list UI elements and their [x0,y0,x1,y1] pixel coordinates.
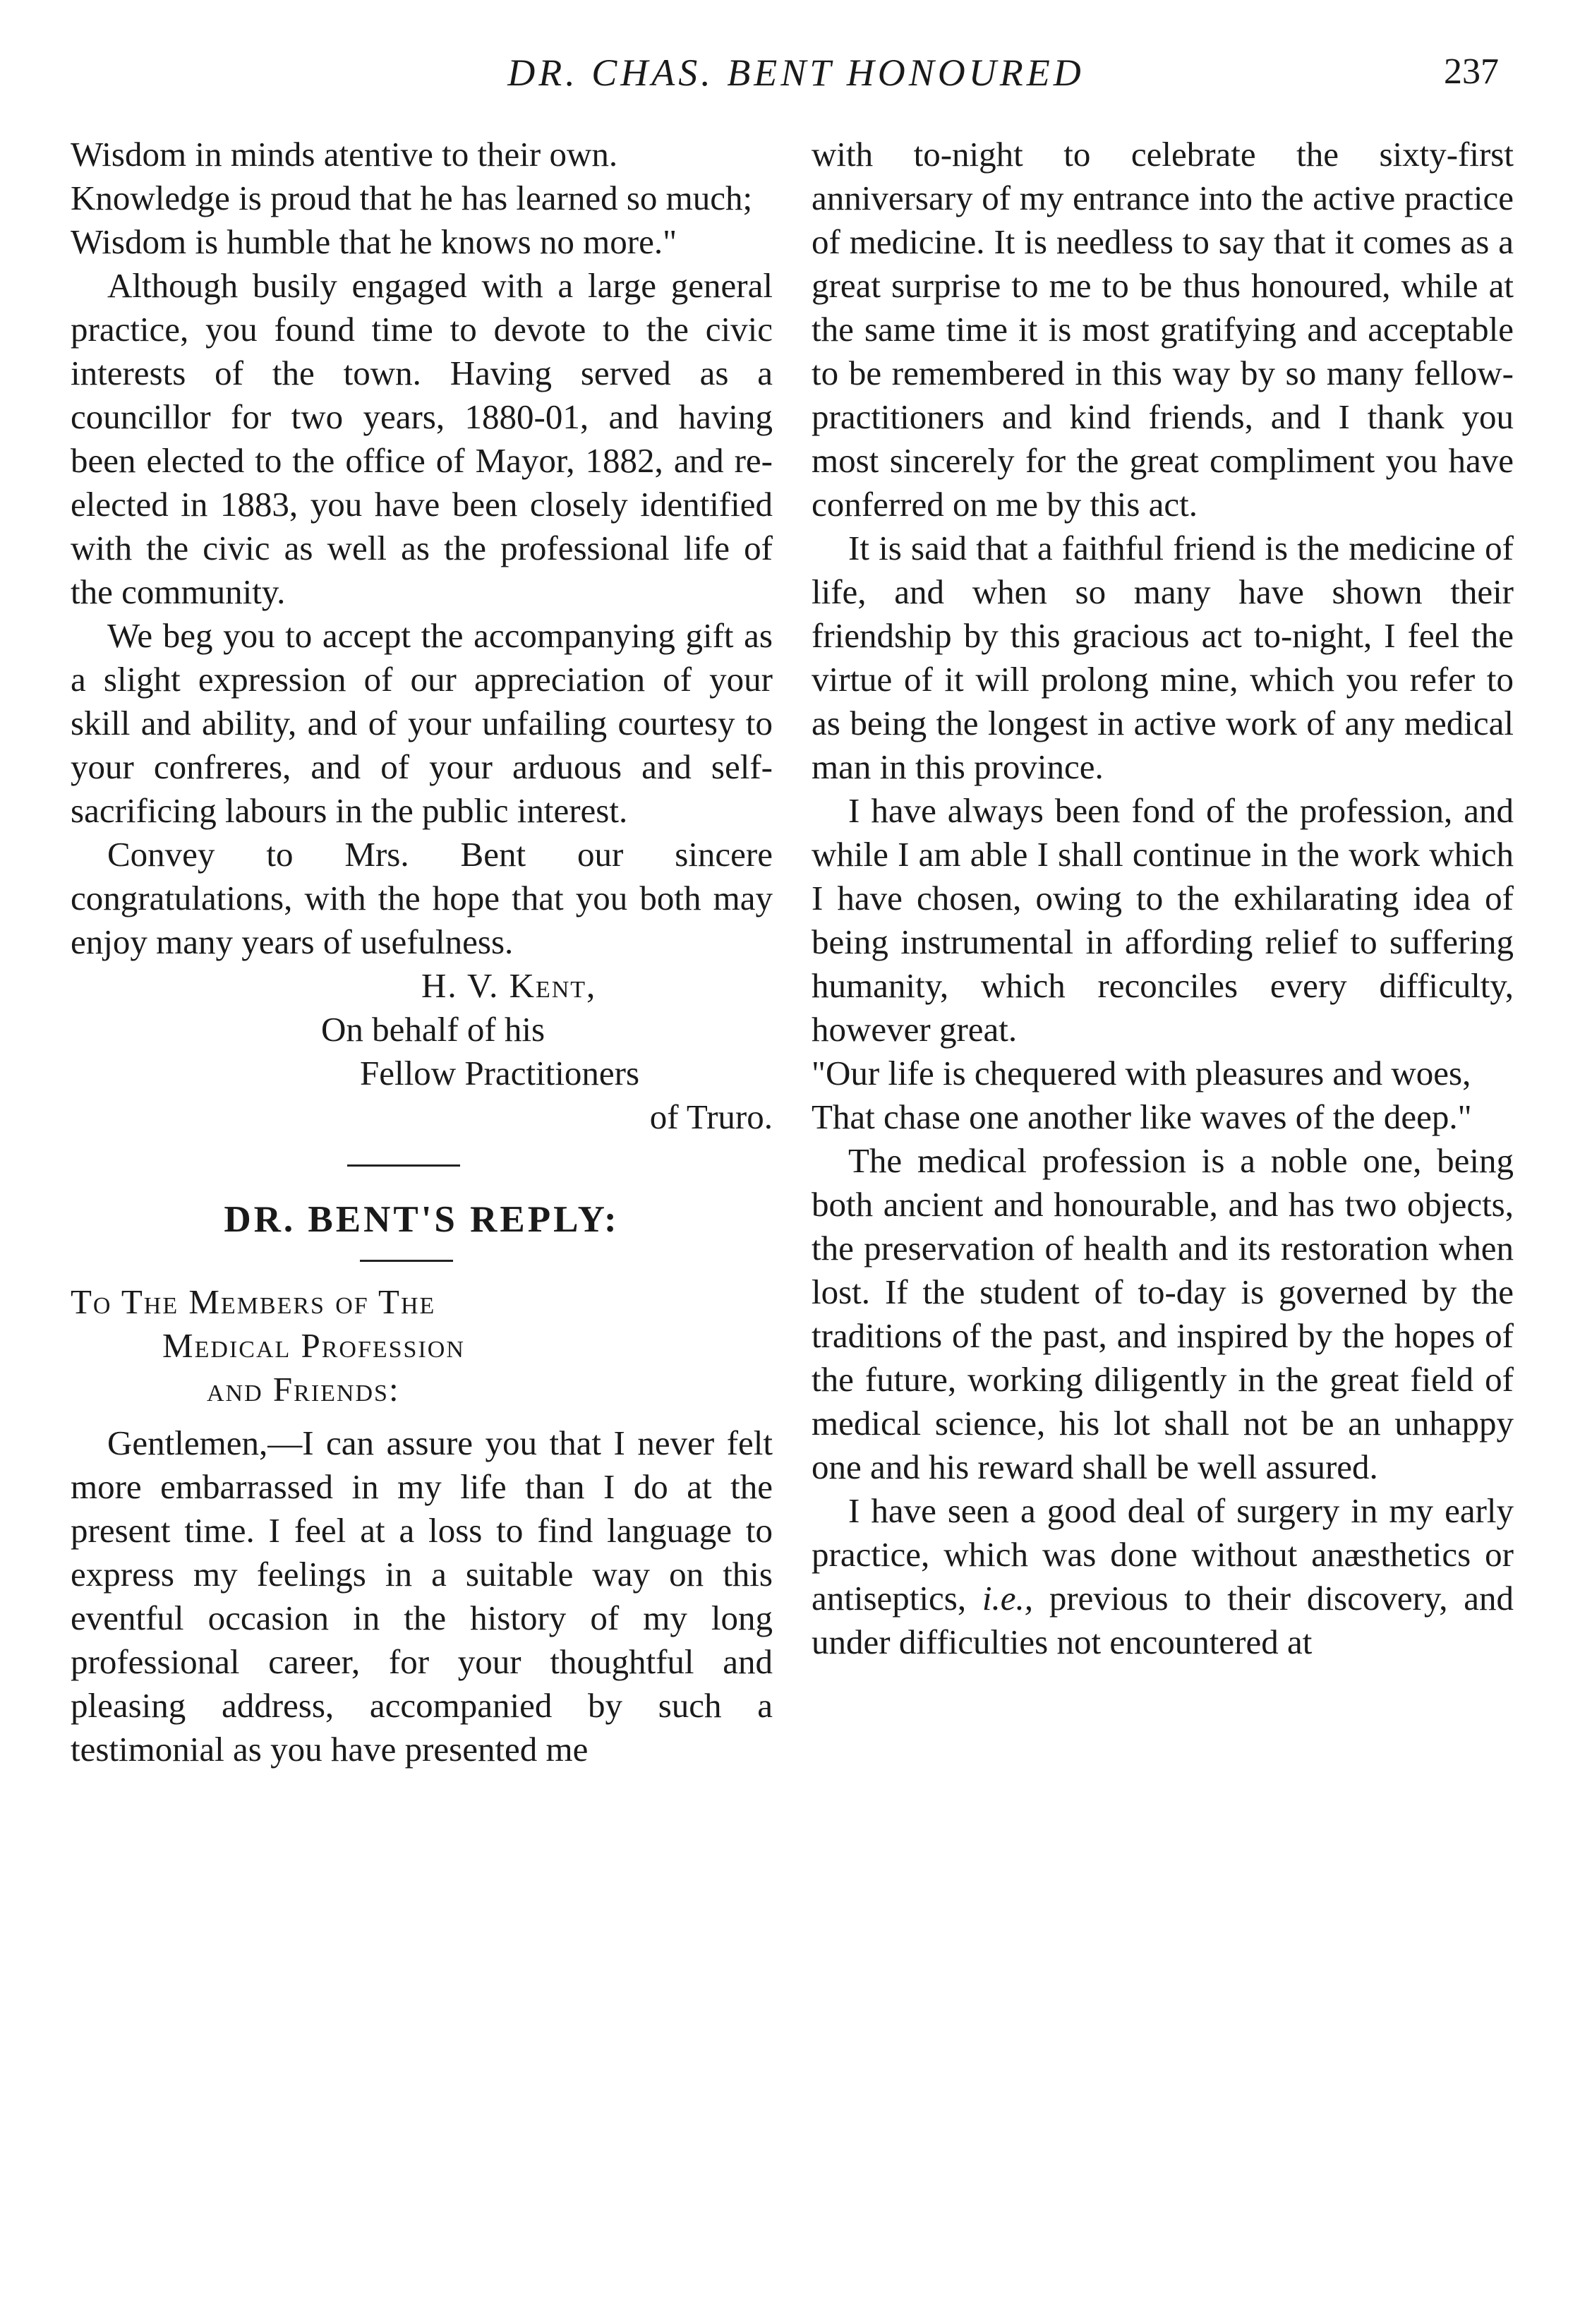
surgery-text: I have seen a good deal of surgery in my early practice, which was done without anæsthetics or antiseptics, [812,1491,1514,1618]
page-number: 237 [1444,52,1499,92]
page-header [0,51,1592,107]
verse-line: That chase one another like waves of the deep." [812,1097,1472,1136]
paragraph-reply-opening: Gentlemen,—I can assure you that I never felt more embarrassed in my life than I do at the present time. I feel at a loss to find language to express my feelings in a suitable way on this eventful occasion in the history of my long professional career, for your thoughtful and pleasing address, accompanied by such a testimonial as you have presented me [71,1423,773,1769]
left-column [71,133,773,1771]
paragraph-surgery [812,1489,1514,1664]
wisdom-verse [71,133,773,264]
signatory-name: H. V. Kent, [421,966,597,1005]
heading-rule [360,1260,453,1262]
address-line: Medical Profession [162,1326,465,1365]
reply-heading: DR. BENT'S REPLY: [224,1199,620,1240]
surgery-text: previous to their discovery, and under difficulties not encountered at [812,1579,1514,1661]
verse-line: Wisdom is humble that he knows no more." [71,222,677,261]
right-column [812,133,1514,1664]
paragraph-profession: I have always been fond of the profession, and while I am able I shall continue in the work which I have chosen, owing to the exhilarating idea of being instrumental in affording relief to suffering humanity, which reconciles every difficulty, however great. [812,791,1514,1049]
section-divider [347,1164,460,1167]
life-verse [812,1052,1514,1139]
paragraph-civic-service: Although busily engaged with a large general practice, you found time to devote to the civic interests of the town. Having served as a councillor for two years, 1880-01, and having been elected to the office of Mayor, 1882, and re-elected in 1883, you have been closely identified with the civic as well as the professional life of the community. [71,266,773,611]
address-line: and Friends: [207,1370,400,1409]
paragraph-anniversary: with to-night to celebrate the sixty-first anniversary of my entrance into the active practice of medicine. It is needless to say that it comes as a great surprise to me to be thus honoured, while at the same time it is most gratifying and acceptable to be remembered in this way by so many fellow-practitioners and kind friends, and I thank you most sincerely for the great compliment you have conferred on me by this act. [812,135,1514,524]
signature-line: On behalf of his [321,1010,545,1049]
running-title: DR. CHAS. BENT HONOURED [507,52,1085,94]
address-line: To The Members of The [71,1282,436,1321]
paragraph-faithful-friend: It is said that a faithful friend is the medicine of life, and when so many have shown their friendship by this gracious act to-night, I feel the virtue of it will prolong mine, which you refer to as being the longest in active work of any medical man in this province. [812,529,1514,786]
signature-line: of Truro. [649,1097,773,1136]
verse-line: Knowledge is proud that he has learned so much; [71,179,753,217]
verse-line: "Our life is chequered with pleasures and woes, [812,1054,1471,1092]
salutation-address [71,1280,773,1411]
signature-line: Fellow Practitioners [360,1054,640,1092]
paragraph-medical-profession: The medical profession is a noble one, being both ancient and honourable, and has two objects, the preservation of health and its restoration when lost. If the student of to-day is governed by the traditions of the past, and inspired by the hopes of the future, working diligently in the great field of medical science, his lot shall not be an unhappy one and his reward shall be well assured. [812,1141,1514,1486]
ie-abbreviation: i.e., [982,1579,1034,1618]
signature-block [71,964,773,1139]
paragraph-congratulations: Convey to Mrs. Bent our sincere congratulations, with the hope that you both may enjoy many years of usefulness. [71,835,773,961]
paragraph-gift: We beg you to accept the accompanying gift as a slight expression of our appreciation of your skill and ability, and of your unfailing courtesy to your confreres, and of your arduous and self-sacrificing labours in the public interest. [71,616,773,830]
verse-line: Wisdom in minds atentive to their own. [71,135,618,174]
